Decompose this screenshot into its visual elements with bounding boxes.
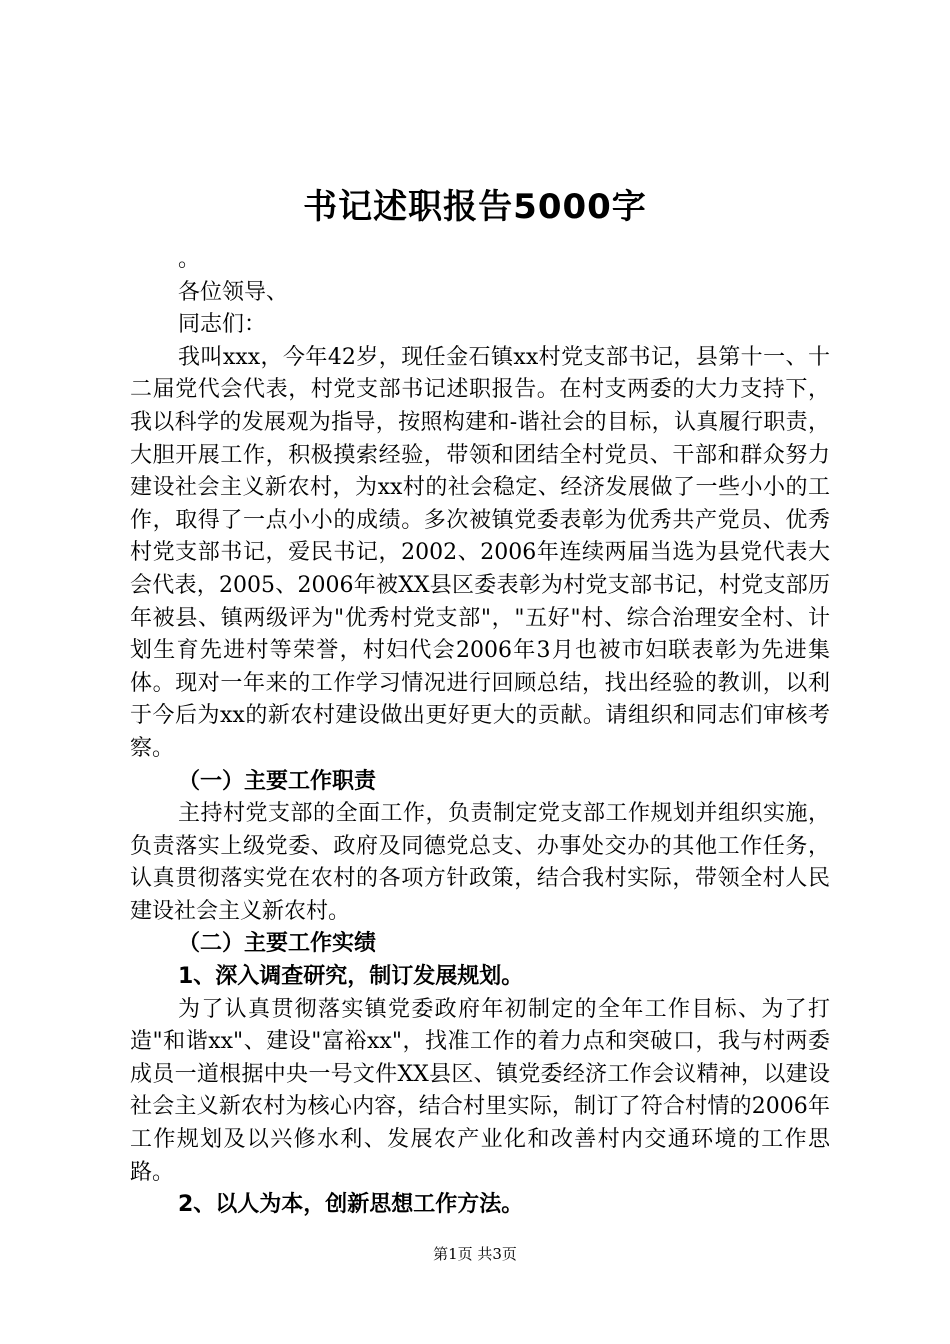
section-heading-duties: （一）主要工作职责 [178,768,377,794]
page-footer: 第1页 共3页 [433,1245,517,1263]
paragraph-duties: 主持村党支部的全面工作，负责制定党支部工作规划并组织实施，负责落实上级党委、政府及同德党总支、办事处交办的其他工作任务，认真贯彻落实党在农村的各项方针政策，结合我村实际，带领全村人民建设社会主义新农村。 [130,801,830,924]
salutation-comrades: 同志们： [178,312,267,338]
subheading-research: 1、深入调查研究，制订发展规划。 [178,964,524,990]
paragraph-introduction: 我叫xxx，今年42岁，现任金石镇xx村党支部书记，县第十一、十二届党代会代表，村党支部书记述职报告。在村支两委的大力支持下，我以科学的发展观为指导，按照构建和-谐社会的目标，认真履行职责，大胆开展工作，积极摸索经验，带领和团结全村党员、干部和群众努力建设社会主义新农村，为xx村的社会稳定、经济发展做了一些小小的工作，取得了一点小小的成绩。多次被镇党委表彰为优秀共产党员、优秀村党支部书记，爱民书记，2002、2006年连续两届当选为县党代表大会代表，2005、2006年被XX县区委表彰为村党支部书记，村党支部历年被县、镇两级评为"优秀村党支部"，"五好"村、综合治理安全村、计划生育先进村等荣誉，村妇代会2006年3月也被市妇联表彰为先进集体。现对一年来的工作学习情况进行回顾总结，找出经验的教训，以利于今后为xx的新农村建设做出更好更大的贡献。请组织和同志们审核考察。 [130,344,830,761]
document-body [130,244,830,1222]
intro-mark: 。 [178,247,201,272]
salutation-leaders: 各位领导、 [178,279,289,305]
subheading-people-oriented: 2、以人为本，创新思想工作方法。 [178,1192,524,1218]
paragraph-research: 为了认真贯彻落实镇党委政府年初制定的全年工作目标、为了打造"和谐xx"、建设"富裕xx"，找准工作的着力点和突破口，我与村两委成员一道根据中央一号文件XX县区、镇党委经济工作会议精神，以建设社会主义新农村为核心内容，结合村里实际，制订了符合村情的2006年工作规划及以兴修水利、发展农产业化和改善村内交通环境的工作思路。 [130,996,830,1185]
section-heading-achievements: （二）主要工作实绩 [178,931,377,957]
document-title: 书记述职报告5000字 [303,187,647,227]
